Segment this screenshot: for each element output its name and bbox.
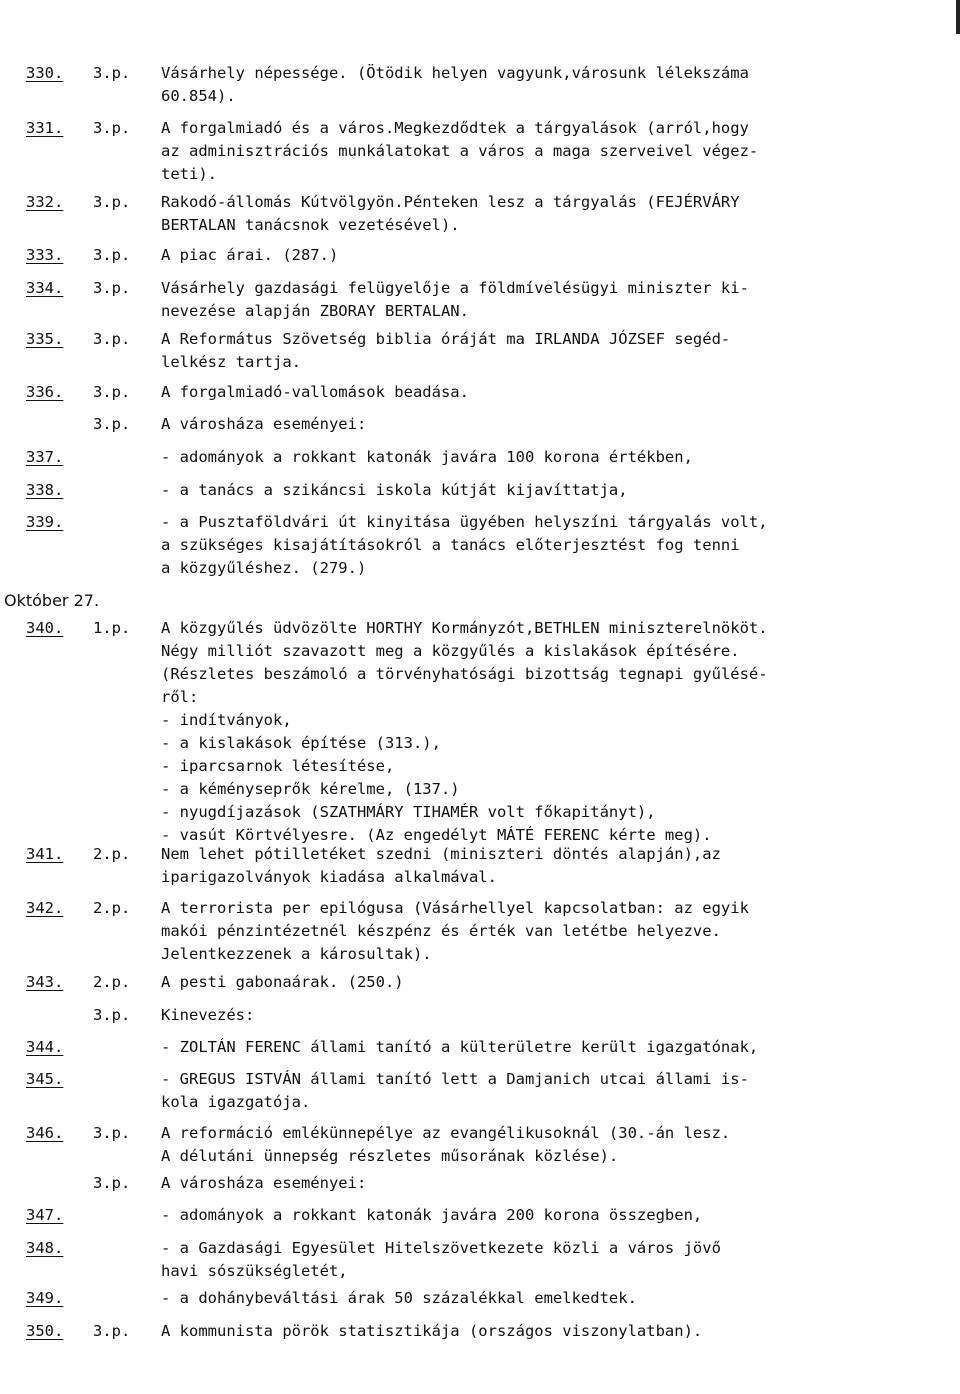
entry-text: - a dohánybeváltási árak 50 százalékkal emelkedtek. xyxy=(161,1289,637,1307)
section-date-heading: Október 27. xyxy=(4,591,100,610)
entry-text: - a Gazdasági Egyesület Hitelszövetkezete közli a város jövő havi sószükségletét, xyxy=(161,1239,721,1280)
entry-text: A reformáció emlékünnepélye az evangélikusoknál (30.-án lesz. A délutáni ünnepség részletes műsorának közlése). xyxy=(161,1124,731,1165)
entry-text: - a tanács a szikáncsi iskola kútját kijavíttatja, xyxy=(161,481,628,499)
entry-number: 348. xyxy=(26,1239,64,1257)
entry-text: A Református Szövetség biblia óráját ma IRLANDA JÓZSEF segéd- lelkész tartja. xyxy=(161,330,731,371)
entry-number: 337. xyxy=(26,448,64,466)
entry-page: 3.p. xyxy=(93,1174,131,1192)
entry-text: Kinevezés: xyxy=(161,1006,255,1024)
entry-number: 331. xyxy=(26,119,64,137)
entry-text: A terrorista per epilógusa (Vásárhellyel kapcsolatban: az egyik makói pénzintézetnél készpénz és érték van letétbe helyezve. Jelentkezzenek a károsultak). xyxy=(161,899,749,963)
entry-page: 3.p. xyxy=(93,1124,131,1142)
entry-text: A városháza eseményei: xyxy=(161,415,367,433)
entry-page: 1.p. xyxy=(93,619,131,637)
entry-page: 2.p. xyxy=(93,899,131,917)
entry-number: 339. xyxy=(26,513,64,531)
entry-text: - adományok a rokkant katonák javára 100 korona értékben, xyxy=(161,448,693,466)
entry-page: 3.p. xyxy=(93,415,131,433)
entry-number: 349. xyxy=(26,1289,64,1307)
entry-number: 340. xyxy=(26,619,64,637)
entry-number: 333. xyxy=(26,246,64,264)
entry-number: 332. xyxy=(26,193,64,211)
entry-text: A forgalmiadó-vallomások beadása. xyxy=(161,383,469,401)
entry-page: 3.p. xyxy=(93,246,131,264)
entry-number: 343. xyxy=(26,973,64,991)
entry-text: A forgalmiadó és a város.Megkezdődtek a tárgyalások (arról,hogy az adminisztrációs munkálatokat a város a maga szerveivel végez- teti). xyxy=(161,119,759,183)
entry-number: 330. xyxy=(26,64,64,82)
entry-text: - ZOLTÁN FERENC állami tanító a külterületre került igazgatónak, xyxy=(161,1038,759,1056)
entry-number: 344. xyxy=(26,1038,64,1056)
entry-page: 3.p. xyxy=(93,1006,131,1024)
entry-text: - a Pusztaföldvári út kinyitása ügyében helyszíni tárgyalás volt, a szükséges kisajátításokról a tanács előterjesztést fog tenni a közgyűléshez. (279.) xyxy=(161,513,768,577)
entry-text: - adományok a rokkant katonák javára 200 korona összegben, xyxy=(161,1206,703,1224)
entry-text: Vásárhely népessége. (Ötödik helyen vagyunk,városunk lélekszáma 60.854). xyxy=(161,64,749,105)
entry-number: 342. xyxy=(26,899,64,917)
entry-number: 345. xyxy=(26,1070,64,1088)
entry-text: - GREGUS ISTVÁN állami tanító lett a Damjanich utcai állami is- kola igazgatója. xyxy=(161,1070,749,1111)
entry-page: 3.p. xyxy=(93,383,131,401)
entry-number: 338. xyxy=(26,481,64,499)
entry-page: 3.p. xyxy=(93,279,131,297)
entry-text: Rakodó-állomás Kútvölgyön.Pénteken lesz a tárgyalás (FEJÉRVÁRY BERTALAN tanácsnok vezetésével). xyxy=(161,193,740,234)
entry-text: A piac árai. (287.) xyxy=(161,246,339,264)
entry-number: 335. xyxy=(26,330,64,348)
entry-number: 347. xyxy=(26,1206,64,1224)
entry-page: 2.p. xyxy=(93,845,131,863)
entry-text: A közgyűlés üdvözölte HORTHY Kormányzót,BETHLEN miniszterelnököt. Négy milliót szavazott meg a közgyűlés a kislakások építésére. (Részletes beszámoló a törvényhatósági bizottság tegnapi gyűlésé- ről: - indítványok, - a kislakások építése (313.), - iparcsarnok létesítése, - a kéményseprők kérelme, (137.) - nyugdíjazások (SZATHMÁRY TIHAMÉR volt főkapitányt), - vasút Körtvélyesre. (Az engedélyt MÁTÉ FERENC kérte meg). xyxy=(161,619,768,844)
entry-page: 2.p. xyxy=(93,973,131,991)
entry-number: 350. xyxy=(26,1322,64,1340)
entry-number: 336. xyxy=(26,383,64,401)
entry-number: 341. xyxy=(26,845,64,863)
entry-text: A kommunista pörök statisztikája (országos viszonylatban). xyxy=(161,1322,703,1340)
entry-page: 3.p. xyxy=(93,1322,131,1340)
entry-number: 334. xyxy=(26,279,64,297)
entry-text: Nem lehet pótilletéket szedni (miniszteri döntés alapján),az iparigazolványok kiadása alkalmával. xyxy=(161,845,721,886)
entry-page: 3.p. xyxy=(93,64,131,82)
scan-edge-mark xyxy=(956,0,960,34)
entry-text: Vásárhely gazdasági felügyelője a földmívelésügyi miniszter ki- nevezése alapján ZBORAY BERTALAN. xyxy=(161,279,749,320)
entry-page: 3.p. xyxy=(93,330,131,348)
entry-page: 3.p. xyxy=(93,193,131,211)
entry-number: 346. xyxy=(26,1124,64,1142)
entry-page: 3.p. xyxy=(93,119,131,137)
entry-text: A városháza eseményei: xyxy=(161,1174,367,1192)
entry-text: A pesti gabonaárak. (250.) xyxy=(161,973,404,991)
